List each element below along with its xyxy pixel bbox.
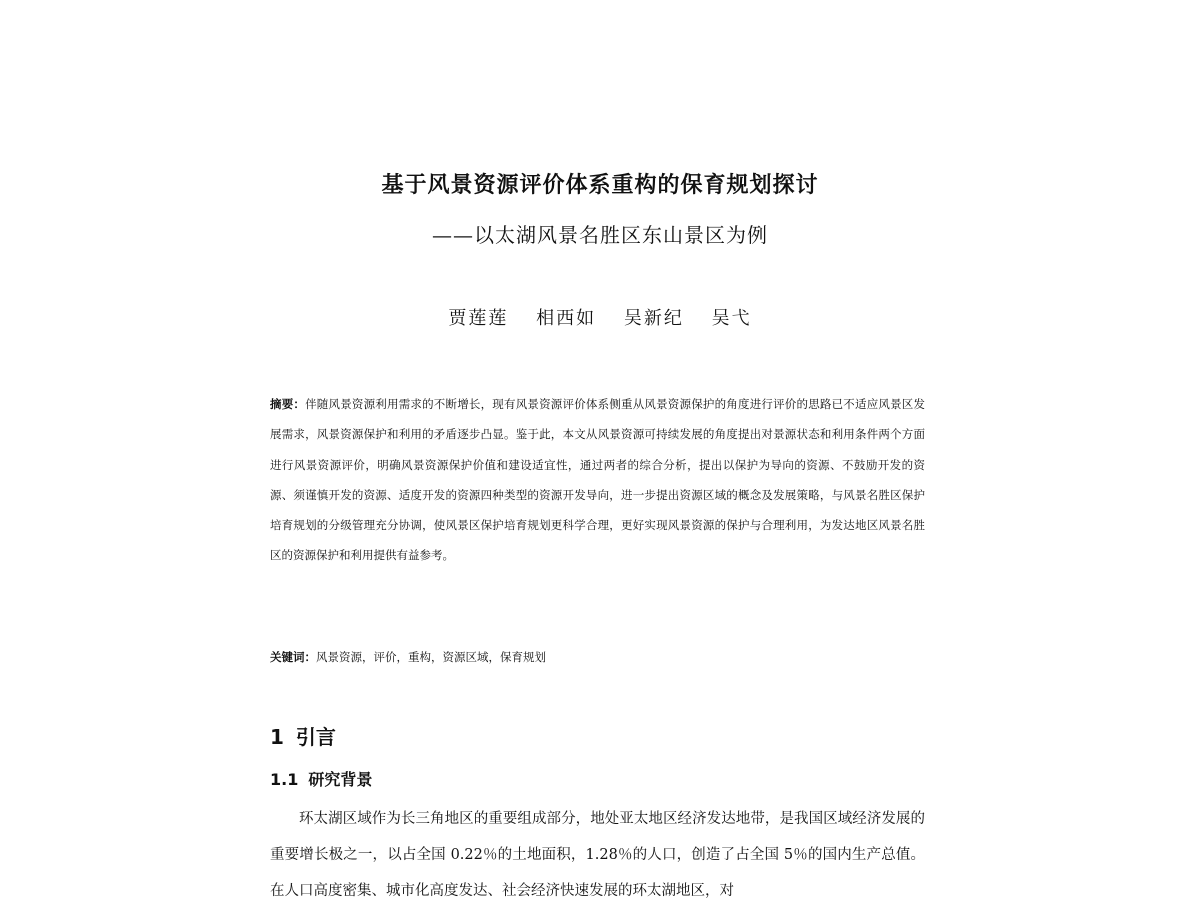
section-heading: [270, 721, 336, 753]
keywords-label: 关键词：: [270, 650, 316, 664]
subsection-number: 1.1: [270, 770, 299, 789]
paper-subtitle: ——以太湖风景名胜区东山景区为例: [432, 223, 768, 247]
keywords-text: 风景资源，评价，重构，资源区域，保育规划: [316, 650, 546, 664]
author-name: 相西如: [536, 308, 597, 329]
author-name: 吴新纪: [623, 308, 684, 329]
author-name: 贾莲莲: [448, 308, 509, 329]
subsection-title: 研究背景: [308, 770, 373, 789]
author-list: [0, 304, 1200, 334]
abstract-text: 伴随风景资源利用需求的不断增长，现有风景资源评价体系侧重从风景资源保护的角度进行评价的思路已不适应风景区发展需求，风景资源保护和利用的矛盾逐步凸显。鉴于此，本文从风景资源可持续发展的角度提出对景源状态和利用条件两个方面进行风景资源评价，明确风景资源保护价值和建设适宜性，通过两者的综合分析，提出以保护为导向的资源、不鼓励开发的资源、须谨慎开发的资源、适度开发的资源四种类型的资源开发导向，进一步提出资源区域的概念及发展策略，与风景名胜区保护培育规划的分级管理充分协调，使风景区保护培育规划更科学合理，更好实现风景资源的保护与合理利用，为发达地区风景名胜区的资源保护和利用提供有益参考。: [270, 397, 926, 563]
section-title: 引言: [295, 725, 336, 749]
keywords: [270, 645, 925, 669]
abstract-label: 摘要：: [270, 397, 306, 411]
subsection-heading: [270, 766, 372, 794]
author-name: 吴弋: [711, 308, 752, 329]
paper-title: 基于风景资源评价体系重构的保育规划探讨: [381, 173, 819, 198]
abstract: [270, 389, 925, 571]
body-paragraph: 环太湖区域作为长三角地区的重要组成部分，地处亚太地区经济发达地带，是我国区域经济发展的重要增长极之一，以占全国 0.22％的土地面积，1.28％的人口，创造了占全国 5％的国内生产总值。在人口高度密集、城市化高度发达、社会经济快速发展的环太湖地区，对: [270, 811, 925, 899]
section-number: 1: [270, 725, 284, 749]
